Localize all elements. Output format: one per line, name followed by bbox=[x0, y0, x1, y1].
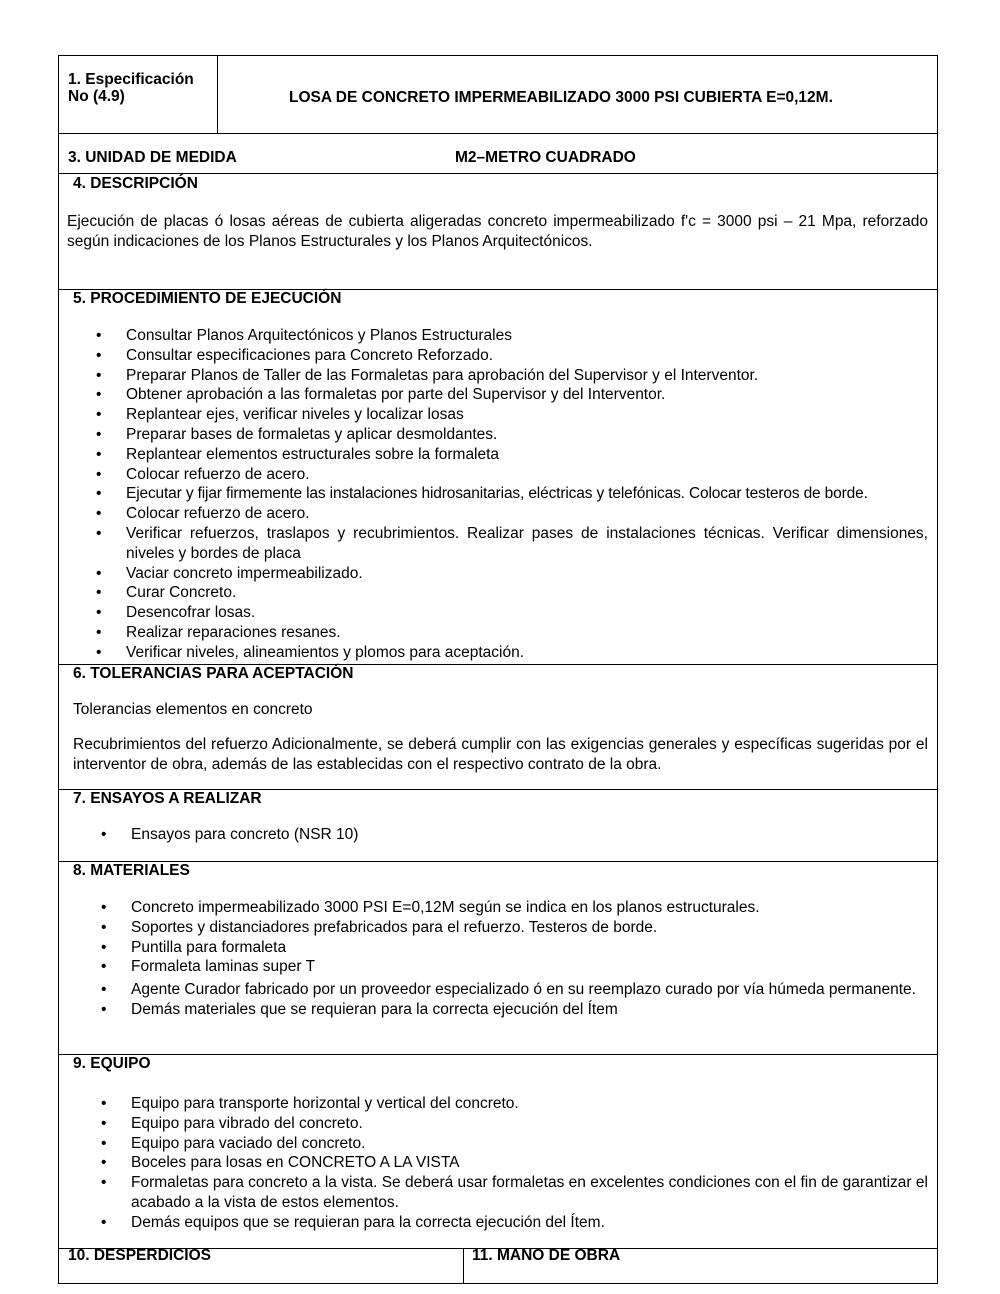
list-item: • Puntilla para formaleta bbox=[131, 938, 928, 958]
tests-heading: 7. ENSAYOS A REALIZAR bbox=[73, 790, 262, 807]
divider bbox=[59, 1054, 937, 1055]
list-item: • Formaletas para concreto a la vista. Se deberá usar formaletas en excelentes condiciones con el fin de garantizar el acabado a la vista de estos elementos. bbox=[131, 1173, 928, 1213]
equipment-list bbox=[131, 1094, 928, 1233]
list-item: • Equipo para transporte horizontal y vertical del concreto. bbox=[131, 1094, 928, 1114]
labor-label: 11. MANO DE OBRA bbox=[472, 1247, 621, 1264]
list-item: • Agente Curador fabricado por un proveedor especializado ó en su reemplazo curado por vía húmeda permanente. bbox=[131, 980, 928, 1000]
procedure-heading: 5. PROCEDIMIENTO DE EJECUCIÓN bbox=[73, 290, 342, 307]
description-heading: 4. DESCRIPCIÓN bbox=[73, 175, 198, 192]
waste-label: 10. DESPERDICIOS bbox=[68, 1247, 211, 1264]
list-item: • Ejecutar y fijar firmemente las instalaciones hidrosanitarias, eléctricas y telefónicas. Colocar testeros de borde. bbox=[126, 484, 928, 504]
divider bbox=[59, 861, 937, 862]
divider bbox=[463, 1248, 464, 1284]
list-item: • Curar Concreto. bbox=[126, 583, 928, 603]
list-item: • Consultar especificaciones para Concreto Reforzado. bbox=[126, 346, 928, 366]
list-item: • Verificar refuerzos, traslapos y recubrimientos. Realizar pases de instalaciones técnicas. Verificar dimensiones, niveles y bordes de placa bbox=[126, 524, 928, 564]
materials-heading: 8. MATERIALES bbox=[73, 862, 190, 879]
divider bbox=[59, 173, 937, 174]
list-item: • Colocar refuerzo de acero. bbox=[126, 504, 928, 524]
list-item: • Colocar refuerzo de acero. bbox=[126, 465, 928, 485]
list-item: • Obtener aprobación a las formaletas por parte del Supervisor y del Interventor. bbox=[126, 385, 928, 405]
list-item: • Demás equipos que se requieran para la correcta ejecución del Ítem. bbox=[131, 1213, 928, 1233]
list-item: • Concreto impermeabilizado 3000 PSI E=0,12M según se indica en los planos estructurales. bbox=[131, 898, 928, 918]
unit-value: M2–METRO CUADRADO bbox=[455, 149, 636, 166]
list-item: • Verificar niveles, alineamientos y plomos para aceptación. bbox=[126, 643, 928, 663]
list-item: • Replantear ejes, verificar niveles y localizar losas bbox=[126, 405, 928, 425]
equipment-heading: 9. EQUIPO bbox=[73, 1055, 151, 1072]
spec-number: No (4.9) bbox=[68, 88, 125, 105]
list-item: • Desencofrar losas. bbox=[126, 603, 928, 623]
list-item: • Vaciar concreto impermeabilizado. bbox=[126, 564, 928, 584]
list-item: • Soportes y distanciadores prefabricados para el refuerzo. Testeros de borde. bbox=[131, 918, 928, 938]
list-item: • Formaleta laminas super T bbox=[131, 957, 928, 977]
list-item: • Equipo para vaciado del concreto. bbox=[131, 1134, 928, 1154]
tests-list bbox=[131, 825, 928, 845]
list-item: • Boceles para losas en CONCRETO A LA VISTA bbox=[131, 1153, 928, 1173]
spec-number-cell bbox=[68, 71, 194, 105]
list-item: • Realizar reparaciones resanes. bbox=[126, 623, 928, 643]
list-item: • Preparar Planos de Taller de las Formaletas para aprobación del Supervisor y el Interventor. bbox=[126, 366, 928, 386]
description-text: Ejecución de placas ó losas aéreas de cubierta aligeradas concreto impermeabilizado f'c = 3000 psi – 21 Mpa, reforzado según indicaciones de los Planos Estructurales y los Planos Arquitectónicos. bbox=[67, 213, 928, 250]
list-item: • Replantear elementos estructurales sobre la formaleta bbox=[126, 445, 928, 465]
procedure-list bbox=[126, 326, 928, 663]
list-item: • Demás materiales que se requieran para la correcta ejecución del Ítem bbox=[131, 1000, 928, 1020]
materials-list bbox=[131, 898, 928, 1020]
tolerances-detail: Recubrimientos del refuerzo Adicionalmente, se deberá cumplir con las exigencias generales y específicas sugeridas por el interventor de obra, además de las establecidas con el respectivo contrato de la obra. bbox=[73, 736, 928, 773]
divider bbox=[59, 133, 937, 134]
divider bbox=[217, 56, 218, 133]
list-item: • Equipo para vibrado del concreto. bbox=[131, 1114, 928, 1134]
spec-title: LOSA DE CONCRETO IMPERMEABILIZADO 3000 PSI CUBIERTA E=0,12M. bbox=[289, 89, 833, 106]
tolerances-text: Tolerancias elementos en concreto bbox=[73, 701, 313, 718]
tolerances-heading: 6. TOLERANCIAS PARA ACEPTACIÓN bbox=[73, 665, 354, 682]
list-item: • Preparar bases de formaletas y aplicar desmoldantes. bbox=[126, 425, 928, 445]
unit-label: 3. UNIDAD DE MEDIDA bbox=[68, 149, 237, 166]
list-item: • Ensayos para concreto (NSR 10) bbox=[131, 825, 928, 845]
spec-label: 1. Especificación bbox=[68, 71, 194, 88]
list-item: • Consultar Planos Arquitectónicos y Planos Estructurales bbox=[126, 326, 928, 346]
